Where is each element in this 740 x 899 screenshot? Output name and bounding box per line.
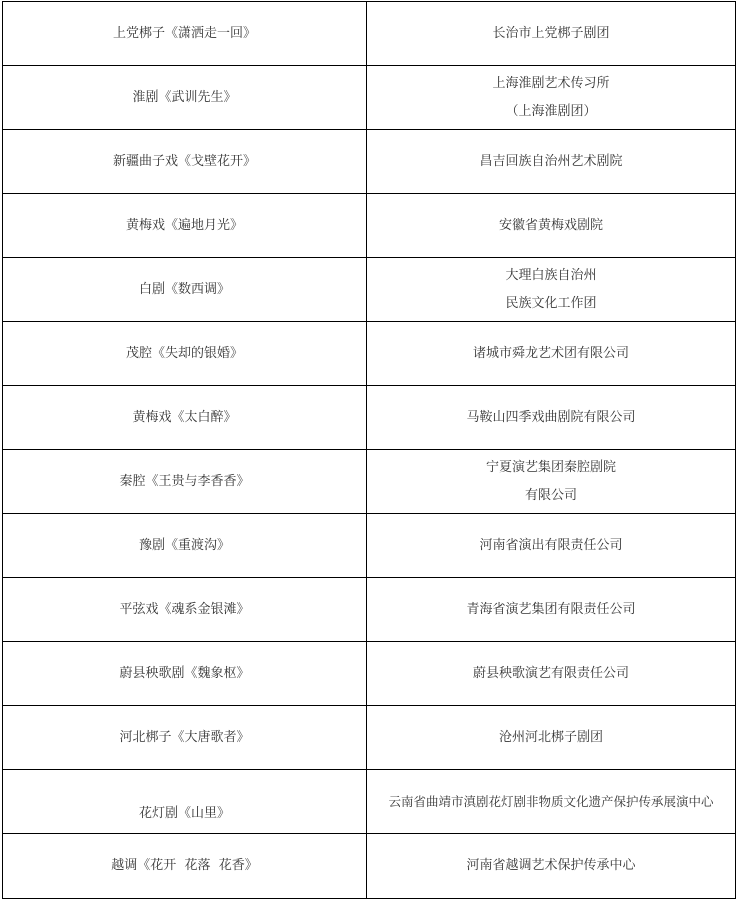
work-title: 花灯剧《山里》 [138, 805, 230, 821]
organization-name-cont: 有限公司 [524, 487, 577, 503]
organization-cell [367, 770, 736, 834]
work-cell [3, 770, 367, 834]
organization-name: 宁夏演艺集团秦腔剧院 [485, 459, 616, 475]
work-cell [3, 2, 367, 66]
table-row [3, 706, 736, 770]
work-cell [3, 514, 367, 578]
organization-cell [367, 578, 736, 642]
work-title: 淮剧《武训先生》 [132, 89, 237, 105]
organization-cell [367, 514, 736, 578]
organization-name: 长治市上党梆子剧团 [492, 25, 610, 41]
organization-cell [367, 66, 736, 130]
work-title: 平弦戏《魂系金银滩》 [119, 601, 250, 617]
organization-cell [367, 450, 736, 514]
table-row [3, 770, 736, 834]
work-cell [3, 322, 367, 386]
work-title: 黄梅戏《遍地月光》 [125, 217, 243, 233]
organization-cell [367, 194, 736, 258]
organization-name: 青海省演艺集团有限责任公司 [466, 601, 636, 617]
work-cell [3, 258, 367, 322]
work-cell [3, 706, 367, 770]
table-row [3, 514, 736, 578]
table-row [3, 642, 736, 706]
organization-name: 河南省越调艺术保护传承中心 [466, 858, 636, 873]
work-title: 秦腔《王贵与李香香》 [119, 473, 250, 489]
organization-name-cont: （上海淮剧团） [505, 103, 597, 119]
organization-name: 马鞍山四季戏曲剧院有限公司 [466, 409, 636, 425]
organization-cell [367, 130, 736, 194]
work-cell [3, 578, 367, 642]
table-row [3, 386, 736, 450]
organization-cell [367, 322, 736, 386]
work-cell [3, 194, 367, 258]
table-row [3, 2, 736, 66]
table-row [3, 578, 736, 642]
work-cell [3, 450, 367, 514]
organization-name: 沧州河北梆子剧团 [498, 729, 603, 745]
organization-name: 大理白族自治州 [505, 267, 597, 283]
table-row [3, 450, 736, 514]
table-row [3, 194, 736, 258]
organization-name: 昌吉回族自治州艺术剧院 [479, 153, 623, 169]
table-row [3, 258, 736, 322]
organization-cell [367, 642, 736, 706]
table-row [3, 66, 736, 130]
work-title: 白剧《数西调》 [138, 281, 230, 297]
work-title: 越调《花开 花落 花香》 [111, 858, 258, 873]
organization-cell [367, 706, 736, 770]
work-title: 蔚县秧歌剧《魏象枢》 [119, 665, 250, 681]
work-title: 茂腔《失却的银婚》 [125, 345, 243, 361]
work-title: 豫剧《重渡沟》 [138, 537, 230, 553]
organization-cell [367, 2, 736, 66]
organization-name: 诸城市舜龙艺术团有限公司 [472, 345, 629, 361]
organization-name: 蔚县秧歌演艺有限责任公司 [472, 665, 629, 681]
organization-name: 河南省演出有限责任公司 [479, 537, 623, 553]
organization-name: 安徽省黄梅戏剧院 [498, 217, 603, 233]
table-row [3, 322, 736, 386]
table-row [3, 130, 736, 194]
organization-cell [367, 258, 736, 322]
organization-name: 上海淮剧艺术传习所 [492, 75, 610, 91]
work-cell [3, 66, 367, 130]
organization-name-cont: 民族文化工作团 [505, 295, 597, 311]
work-title: 河北梆子《大唐歌者》 [119, 729, 250, 745]
organization-cell [367, 834, 736, 899]
work-cell [3, 130, 367, 194]
organization-cell [367, 386, 736, 450]
organization-name: 云南省曲靖市滇剧花灯剧非物质文化遗产保护传承展演中心 [388, 793, 714, 809]
table-row [3, 834, 736, 899]
work-title: 新疆曲子戏《戈壁花开》 [112, 153, 256, 169]
work-cell [3, 386, 367, 450]
work-cell [3, 834, 367, 899]
work-cell [3, 642, 367, 706]
works-table [2, 1, 736, 899]
work-title: 黄梅戏《太白醉》 [132, 409, 237, 425]
work-title: 上党梆子《潇洒走一回》 [112, 25, 256, 41]
